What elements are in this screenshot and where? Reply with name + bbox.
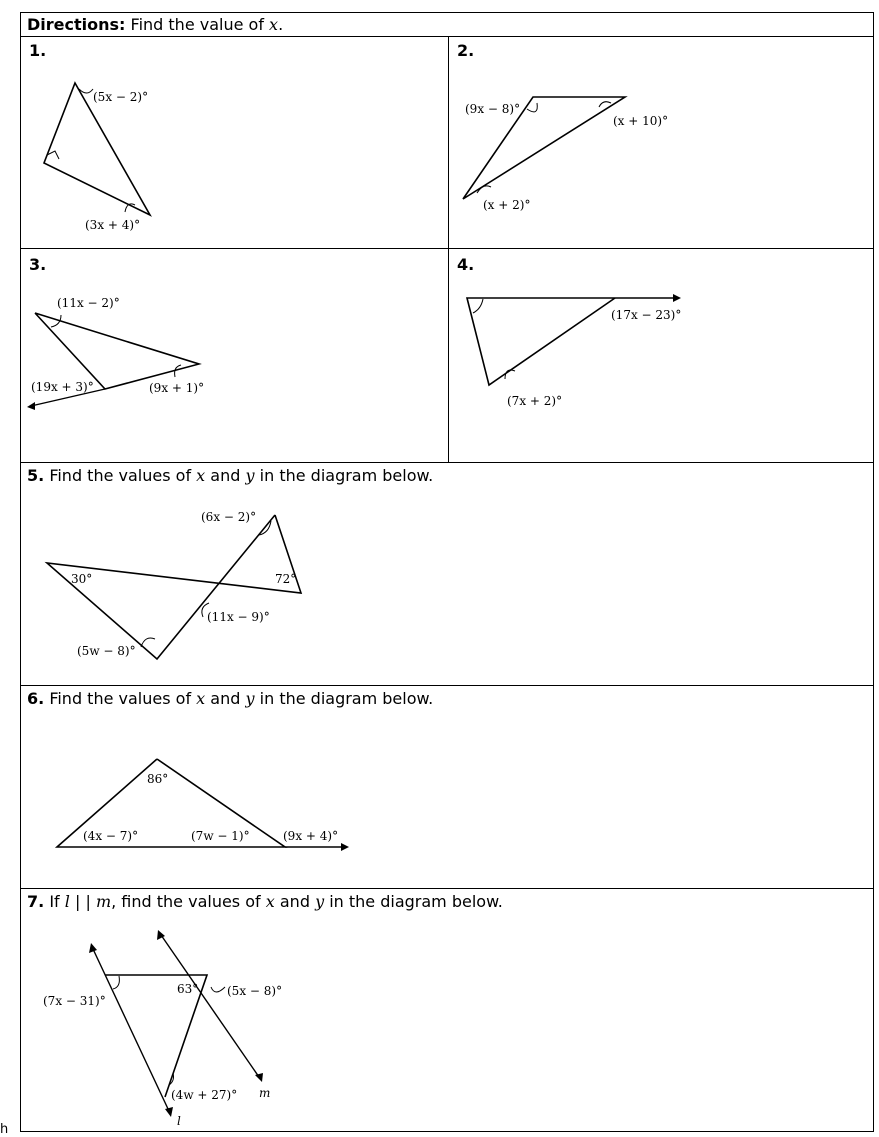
problem-1-figure — [21, 37, 449, 250]
problem-3 — [21, 249, 449, 462]
p5-mid-label: (11x − 9)° — [207, 610, 270, 624]
problem-6-figure — [21, 686, 875, 890]
problem-3-figure — [21, 249, 449, 464]
p6-left-label: (4x − 7)° — [83, 829, 139, 843]
problem-1-number: 1. — [29, 41, 47, 60]
p2-left-label: (9x − 8)° — [465, 102, 521, 116]
problem-7-figure — [21, 889, 875, 1133]
directions: Directions: Find the value of x. — [27, 15, 284, 34]
p5-top-label: (6x − 2)° — [201, 510, 257, 524]
p4-ext-label: (17x − 23)° — [611, 308, 682, 322]
p7-left-label: (7x − 31)° — [43, 994, 106, 1008]
directions-row — [20, 12, 874, 37]
p3-right-label: (9x + 1)° — [149, 381, 205, 395]
p2-right-label: (x + 10)° — [613, 114, 669, 128]
p5-72-label: 72° — [275, 572, 297, 586]
row-problems-3-4 — [20, 248, 874, 463]
problem-2-number: 2. — [457, 41, 475, 60]
p6-top-label: 86° — [147, 772, 169, 786]
problem-3-number: 3. — [29, 255, 47, 274]
problem-2-figure — [449, 37, 875, 250]
p3-top-label: (11x − 2)° — [57, 296, 120, 310]
p5-bottom-label: (5w − 8)° — [77, 644, 136, 658]
p7-bottom-label: (4w + 27)° — [171, 1088, 238, 1102]
problem-5 — [20, 462, 874, 686]
p4-bottom-label: (7x + 2)° — [507, 394, 563, 408]
problem-7 — [20, 888, 874, 1132]
problem-4-number: 4. — [457, 255, 475, 274]
p5-30-label: 30° — [71, 572, 93, 586]
p1-top-label: (5x − 2)° — [93, 90, 149, 104]
p1-bottom-label: (3x + 4)° — [85, 218, 141, 232]
problem-4 — [449, 249, 875, 462]
problem-7-question: 7. If l | | m, find the values of x and y in the diagram below. — [27, 892, 503, 911]
p7-right-label: (5x − 8)° — [227, 984, 283, 998]
problem-2 — [449, 37, 875, 248]
stray-mark: h — [0, 1122, 9, 1137]
row-problems-1-2 — [20, 36, 874, 249]
p6-ext-label: (9x + 4)° — [283, 829, 339, 843]
line-m-label: m — [259, 1086, 271, 1100]
problem-5-question: 5. Find the values of x and y in the diagram below. — [27, 466, 434, 485]
problem-5-figure — [21, 463, 875, 687]
problem-6 — [20, 685, 874, 889]
problem-1 — [21, 37, 449, 248]
worksheet — [20, 12, 874, 1132]
line-l-label: l — [177, 1114, 181, 1128]
problem-6-question: 6. Find the values of x and y in the diagram below. — [27, 689, 434, 708]
p6-mid-label: (7w − 1)° — [191, 829, 250, 843]
p2-bottom-label: (x + 2)° — [483, 198, 531, 212]
p7-63-label: 63° — [177, 982, 199, 996]
p3-ext-label: (19x + 3)° — [31, 380, 94, 394]
problem-4-figure — [449, 249, 875, 464]
